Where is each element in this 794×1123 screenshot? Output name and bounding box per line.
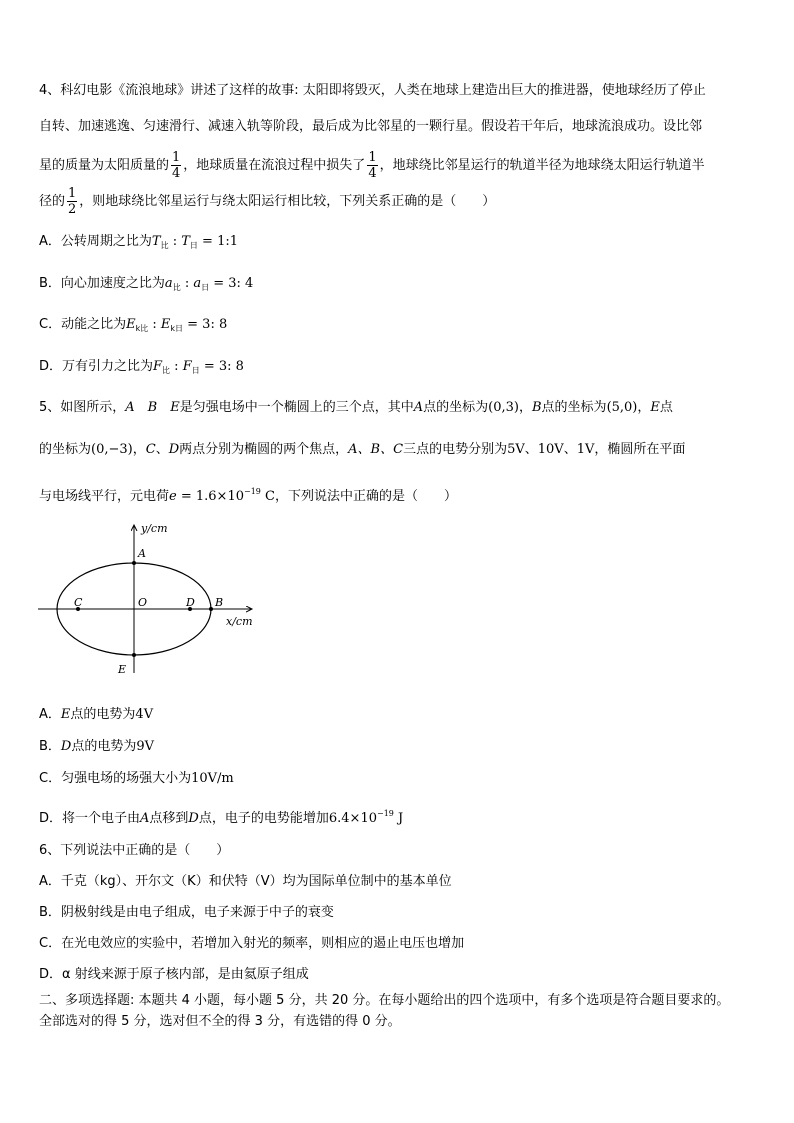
q6-stem: 6、下列说法中正确的是（ ） (39, 843, 230, 858)
q4-option-d: D．万有引力之比为$F_比$ : $F_日 = 3$: 8 (39, 359, 244, 375)
label-d: D (186, 596, 195, 609)
q6-option-a: A．千克（kg）、开尔文（K）和伏特（V）均为国际单位制中的基本单位 (39, 874, 452, 889)
x-axis-label: x/cm (226, 615, 253, 628)
label-o: O (138, 596, 148, 609)
label-a: A (138, 547, 146, 560)
q5-option-d: D．将一个电子由A点移到D点，电子的电势能增加$6.4\times 10^{-19}$ J (39, 809, 404, 826)
point-e (132, 653, 136, 657)
q4-option-b: B．向心加速度之比为$a_比$ : $a_日 = 3$: 4 (39, 276, 254, 292)
q4-stem-line-1: 4、科幻电影《流浪地球》讲述了这样的故事: 太阳即将毁灭，人类在地球上建造出巨大的推进器，使地球经历了停止 (39, 83, 706, 98)
q4-stem-line-2: 自转、加速逃逸、匀速滑行、减速入轨等阶段，最后成为比邻星的一颗行星。假设若干年后，地球流浪成功。设比邻 (39, 119, 703, 134)
point-a (132, 561, 136, 565)
q5-option-a: A．E点的电势为4V (39, 707, 154, 722)
label-e: E (118, 663, 127, 676)
q5-stem-line-1: 5、如图所示，A B E是匀强电场中一个椭圆上的三个点，其中A点的坐标为(0,3)，B点的坐标为(5,0)，E点 (39, 400, 673, 415)
label-c: C (74, 596, 83, 609)
ellipse-figure (34, 515, 264, 687)
label-b: B (215, 596, 224, 609)
q6-option-c: C．在光电效应的实验中，若增加入射光的频率，则相应的遏止电压也增加 (39, 936, 465, 951)
q5-stem-line-2: 的坐标为(0,−3)，C、D两点分别为椭圆的两个焦点，A、B、C三点的电势分别为5V、10V、1V，椭圆所在平面 (39, 442, 686, 457)
fraction-quarter: $\frac{1}{4}$ (172, 150, 181, 181)
fraction-half: $\frac{1}{2}$ (68, 186, 77, 217)
q4-option-c: C．动能之比为$E_{k比}$ : $E_{k日} = 3$: 8 (39, 317, 228, 333)
section-2-heading-line-1: 二、多项选择题: 本题共 4 小题，每小题 5 分，共 20 分。在每小题给出的四个选项中，有多个选项是符合题目要求的。 (39, 993, 730, 1008)
q5-stem-line-3: 与电场线平行，元电荷$e = 1.6\times 10^{-19}$ C，下列说法中正确的是（ ） (39, 487, 457, 504)
q4-option-a: A．公转周期之比为$T_比$ : $T_日$ = 1:1 (39, 234, 238, 250)
fraction-quarter-2: $\frac{1}{4}$ (368, 150, 377, 181)
q6-option-d: D．α 射线来源于原子核内部，是由氦原子组成 (39, 967, 309, 982)
y-axis-label: y/cm (141, 522, 168, 535)
point-b (209, 607, 213, 611)
q5-option-b: B．D点的电势为9V (39, 739, 155, 754)
q4-stem-line-3: 星的质量为太阳质量的 $\frac{1}{4}$ ，地球质量在流浪过程中损失了 $\frac{1}{4}$ ，地球绕比邻星运行的轨道半径为地球绕太阳运行轨道半 (39, 150, 705, 181)
q6-option-b: B．阴极射线是由电子组成，电子来源于中子的衰变 (39, 905, 334, 920)
q5-option-c: C．匀强电场的场强大小为10V/m (39, 771, 234, 786)
q4-stem-line-4: 径的 $\frac{1}{2}$ ，则地球绕比邻星运行与绕太阳运行相比较，下列关系正确的是（ ） (39, 186, 496, 217)
section-2-heading-line-2: 全部选对的得 5 分，选对但不全的得 3 分，有选错的得 0 分。 (39, 1014, 401, 1029)
